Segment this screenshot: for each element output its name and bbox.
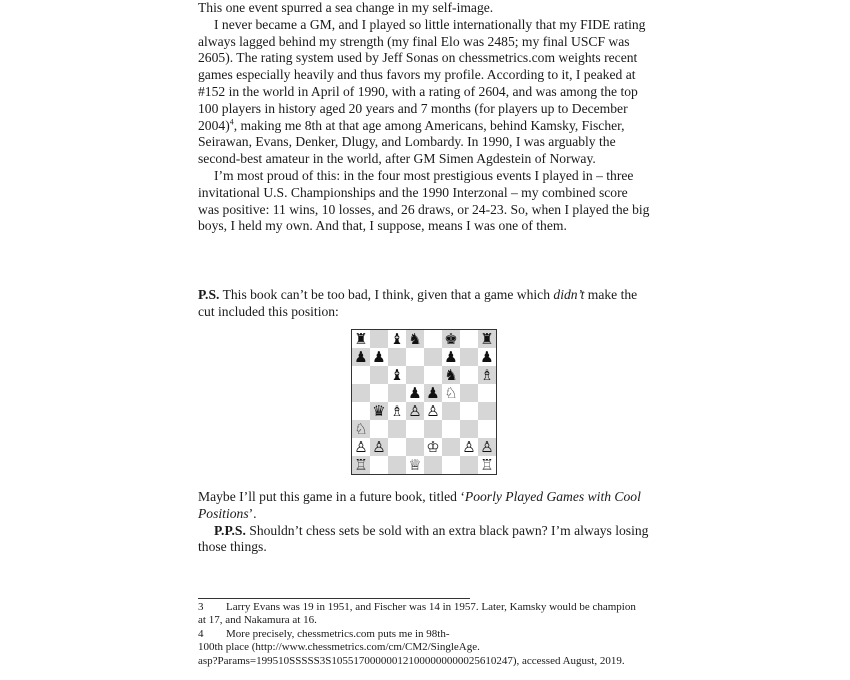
board-square (460, 384, 478, 402)
chess-piece: ♜ (354, 330, 368, 348)
chess-piece: ♟ (354, 348, 368, 366)
board-square (388, 348, 406, 366)
board-square (460, 420, 478, 438)
board-square (460, 330, 478, 348)
board-square (388, 456, 406, 474)
board-square (424, 384, 442, 402)
paragraph-2: I never became a GM, and I played so little internationally that my FIDE rating always lagged behind my strength (my final Elo was 2485; my final USCF was 2605). The rating system used by Jeff Sonas on chessmetrics.com weights recent games especially heavily and thus favors my profile. According to it, I peaked at #152 in the world in April of 1990, with a rating of 2604, and was among the top 100 players in history aged 20 years and 7 months (for players up to December 2004)$^4$, making me 8th at that age among Americans, behind Kamsky, Fischer, Seirawan, Evans, Denker, Dlugy, and Lombardy. In 1990, I was arguably the second-best amateur in the world, after GM Simen Agdestein of Norway. (198, 16, 646, 167)
board-square (460, 438, 478, 456)
board-square (388, 402, 406, 420)
board-square (442, 402, 460, 420)
board-square (442, 348, 460, 366)
board-square (442, 384, 460, 402)
board-square (352, 420, 370, 438)
board-square (442, 330, 460, 348)
chess-piece: ♖ (480, 456, 494, 474)
paragraph-1: This one event spurred a sea change in my self-image. (198, 0, 494, 15)
board-square (442, 456, 460, 474)
chess-piece: ♕ (408, 456, 422, 474)
board-square (424, 366, 442, 384)
board-square (478, 348, 496, 366)
board-square (478, 330, 496, 348)
chess-piece: ♝ (390, 330, 404, 348)
board-square (370, 456, 388, 474)
board-square (388, 438, 406, 456)
board-square (352, 330, 370, 348)
board-square (352, 402, 370, 420)
board-square (460, 348, 478, 366)
board-square (424, 348, 442, 366)
chess-piece: ♖ (354, 456, 368, 474)
chess-piece: ♙ (354, 438, 368, 456)
board-square (388, 420, 406, 438)
future-book-paragraph: Maybe I’ll put this game in a future book, titled ‘Poorly Played Games with Cool Positions’. (198, 489, 641, 521)
chess-piece: ♜ (480, 330, 494, 348)
board-square (406, 420, 424, 438)
board-square (406, 402, 424, 420)
chess-piece: ♗ (480, 366, 494, 384)
board-square (352, 366, 370, 384)
board-square (478, 402, 496, 420)
board-square (442, 366, 460, 384)
board-square (424, 402, 442, 420)
board-square (460, 456, 478, 474)
board-square (352, 456, 370, 474)
board-square (370, 402, 388, 420)
chess-piece: ♗ (390, 402, 404, 420)
footnote-4-url-line[interactable]: 100th place (http://www.chessmetrics.com/cm/CM2/SingleAge. (198, 641, 480, 654)
ps-block (198, 287, 650, 321)
board-square (406, 438, 424, 456)
chess-piece: ♔ (426, 438, 440, 456)
board-square (460, 366, 478, 384)
chess-board (352, 330, 496, 474)
board-square (406, 330, 424, 348)
board-square (388, 384, 406, 402)
chess-piece: ♙ (408, 402, 422, 420)
board-square (370, 330, 388, 348)
chess-diagram (351, 329, 497, 475)
footnote-divider (198, 598, 470, 599)
footnote-ref-4[interactable]: 4 (229, 117, 234, 127)
board-square (424, 330, 442, 348)
board-square (460, 402, 478, 420)
board-square (370, 420, 388, 438)
board-square (424, 420, 442, 438)
board-square (442, 438, 460, 456)
paragraph-3: I’m most proud of this: in the four most prestigious events I played in – three invitational U.S. Championships and the 1990 Interzonal – my combined score was positive: 11 wins, 10 losses, and 26 draws, or 24-23. So, when I played the big boys, I held my own. And that, I suppose, means I was one of them. (198, 167, 650, 234)
board-square (352, 348, 370, 366)
footnote-3: 3 Larry Evans was 19 in 1951, and Fischer was 14 in 1957. Later, Kamsky would be champion at 17, and Nakamura at 16. (198, 601, 636, 627)
chess-piece: ♟ (480, 348, 494, 366)
board-square (424, 438, 442, 456)
board-square (478, 384, 496, 402)
board-square (370, 384, 388, 402)
chess-piece: ♟ (426, 384, 440, 402)
board-square (352, 384, 370, 402)
chess-piece: ♙ (372, 438, 386, 456)
board-square (388, 330, 406, 348)
board-square (424, 456, 442, 474)
board-square (352, 438, 370, 456)
board-square (406, 348, 424, 366)
chess-piece: ♟ (444, 348, 458, 366)
after-board-block (198, 489, 650, 556)
chess-piece: ♚ (444, 330, 458, 348)
board-square (370, 438, 388, 456)
chess-piece: ♙ (480, 438, 494, 456)
board-square (370, 366, 388, 384)
board-square (370, 348, 388, 366)
chess-piece: ♞ (408, 330, 422, 348)
chess-piece: ♘ (444, 384, 458, 402)
ps-paragraph: P.S. This book can’t be too bad, I think, given that a game which didn’t make the cut included this position: (198, 287, 638, 319)
board-square (478, 420, 496, 438)
chess-piece: ♝ (390, 366, 404, 384)
board-square (388, 366, 406, 384)
board-square (406, 366, 424, 384)
chess-piece: ♞ (444, 366, 458, 384)
body-text (198, 0, 650, 235)
chess-piece: ♟ (372, 348, 386, 366)
chess-piece: ♛ (372, 402, 386, 420)
board-square (478, 438, 496, 456)
chess-piece: ♘ (354, 420, 368, 438)
chess-piece: ♙ (426, 402, 440, 420)
board-square (406, 384, 424, 402)
board-square (442, 420, 460, 438)
chess-piece: ♙ (462, 438, 476, 456)
pps-paragraph: P.P.S. Shouldn’t chess sets be sold with an extra black pawn? I’m always losing those things. (198, 522, 649, 555)
board-square (406, 456, 424, 474)
board-square (478, 366, 496, 384)
chess-piece: ♟ (408, 384, 422, 402)
board-square (478, 456, 496, 474)
footnote-4: 4 More precisely, chessmetrics.com puts me in 98th- 100th place (http://www.chessmetrics.com/cm/CM2/SingleAge. asp?Params=199510SSSSS3S105517000000121000000000025610247), accessed August, 2019. (198, 628, 625, 667)
